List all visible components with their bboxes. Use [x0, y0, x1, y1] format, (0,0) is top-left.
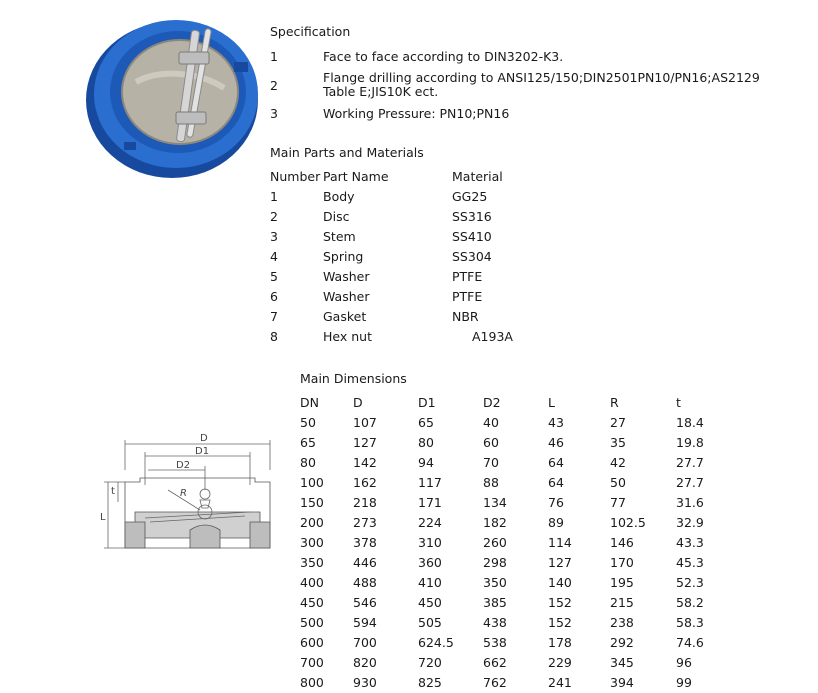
dim-cell: 80: [300, 455, 316, 470]
dim-cell: 127: [353, 435, 377, 450]
parts-heading: Main Parts and Materials: [270, 145, 424, 160]
dim-label-d: D: [200, 433, 208, 444]
part-name: Disc: [323, 209, 350, 224]
dim-cell: 300: [300, 535, 324, 550]
dim-cell: 350: [483, 575, 507, 590]
part-material: A193A: [472, 329, 513, 344]
parts-col-number: Number: [270, 169, 321, 184]
dim-cell: 700: [300, 655, 324, 670]
dim-cell: 35: [610, 435, 626, 450]
dim-cell: 930: [353, 675, 377, 690]
part-number: 6: [270, 289, 278, 304]
dim-cell: 546: [353, 595, 377, 610]
dim-col-header: R: [610, 395, 619, 410]
dim-label-l: L: [100, 512, 106, 523]
dim-cell: 77: [610, 495, 626, 510]
valve-cross-section-drawing: [100, 430, 290, 560]
dim-cell: 27: [610, 415, 626, 430]
dim-cell: 142: [353, 455, 377, 470]
part-material: PTFE: [452, 289, 483, 304]
dim-cell: 345: [610, 655, 634, 670]
dim-cell: 150: [300, 495, 324, 510]
part-material: GG25: [452, 189, 488, 204]
spec-item-text: Face to face according to DIN3202-K3.: [323, 49, 564, 64]
part-name: Stem: [323, 229, 356, 244]
dim-cell: 594: [353, 615, 377, 630]
parts-col-part-name: Part Name: [323, 169, 389, 184]
dim-cell: 538: [483, 635, 507, 650]
parts-col-material: Material: [452, 169, 503, 184]
dim-cell: 385: [483, 595, 507, 610]
dim-cell: 800: [300, 675, 324, 690]
part-name: Gasket: [323, 309, 367, 324]
dim-cell: 32.9: [676, 515, 704, 530]
part-name: Body: [323, 189, 355, 204]
dim-cell: 218: [353, 495, 377, 510]
part-number: 1: [270, 189, 278, 204]
spec-item-text: Table E;JIS10K ect.: [323, 84, 439, 99]
dim-cell: 292: [610, 635, 634, 650]
dim-cell: 260: [483, 535, 507, 550]
dim-cell: 127: [548, 555, 572, 570]
dim-cell: 241: [548, 675, 572, 690]
dim-cell: 114: [548, 535, 572, 550]
dim-cell: 52.3: [676, 575, 704, 590]
dim-cell: 100: [300, 475, 324, 490]
part-material: NBR: [452, 309, 479, 324]
dim-cell: 31.6: [676, 495, 704, 510]
specification-heading: Specification: [270, 24, 351, 39]
dim-cell: 446: [353, 555, 377, 570]
spec-item-number: 2: [270, 78, 278, 93]
dim-cell: 27.7: [676, 475, 704, 490]
dim-cell: 438: [483, 615, 507, 630]
part-number: 3: [270, 229, 278, 244]
part-name: Hex nut: [323, 329, 372, 344]
dim-cell: 378: [353, 535, 377, 550]
part-number: 5: [270, 269, 278, 284]
dim-cell: 43: [548, 415, 564, 430]
dim-cell: 238: [610, 615, 634, 630]
dim-cell: 171: [418, 495, 442, 510]
part-material: SS410: [452, 229, 492, 244]
dim-cell: 450: [300, 595, 324, 610]
part-number: 8: [270, 329, 278, 344]
dim-cell: 45.3: [676, 555, 704, 570]
dim-cell: 624.5: [418, 635, 454, 650]
dim-cell: 394: [610, 675, 634, 690]
dim-cell: 40: [483, 415, 499, 430]
dim-cell: 229: [548, 655, 572, 670]
dim-cell: 200: [300, 515, 324, 530]
dim-cell: 825: [418, 675, 442, 690]
dim-cell: 134: [483, 495, 507, 510]
dimensions-heading: Main Dimensions: [300, 371, 407, 386]
dim-cell: 182: [483, 515, 507, 530]
dim-cell: 99: [676, 675, 692, 690]
part-material: PTFE: [452, 269, 483, 284]
dim-cell: 360: [418, 555, 442, 570]
dim-cell: 298: [483, 555, 507, 570]
dim-cell: 46: [548, 435, 564, 450]
part-material: SS316: [452, 209, 492, 224]
part-material: SS304: [452, 249, 492, 264]
dim-cell: 273: [353, 515, 377, 530]
dim-label-d2: D2: [176, 460, 191, 471]
dim-col-header: L: [548, 395, 555, 410]
part-name: Washer: [323, 289, 370, 304]
dim-cell: 50: [610, 475, 626, 490]
part-number: 2: [270, 209, 278, 224]
dim-cell: 700: [353, 635, 377, 650]
dim-cell: 146: [610, 535, 634, 550]
dim-col-header: t: [676, 395, 681, 410]
dim-cell: 505: [418, 615, 442, 630]
dim-cell: 195: [610, 575, 634, 590]
dim-cell: 450: [418, 595, 442, 610]
dim-cell: 96: [676, 655, 692, 670]
dim-cell: 170: [610, 555, 634, 570]
spec-item-text: Working Pressure: PN10;PN16: [323, 106, 510, 121]
dim-cell: 500: [300, 615, 324, 630]
dim-cell: 107: [353, 415, 377, 430]
dim-cell: 64: [548, 475, 564, 490]
dim-cell: 720: [418, 655, 442, 670]
dim-cell: 65: [300, 435, 316, 450]
dim-cell: 140: [548, 575, 572, 590]
dim-cell: 600: [300, 635, 324, 650]
dim-cell: 70: [483, 455, 499, 470]
dim-cell: 350: [300, 555, 324, 570]
spec-item-number: 1: [270, 49, 278, 64]
dim-cell: 18.4: [676, 415, 704, 430]
dim-cell: 410: [418, 575, 442, 590]
dim-cell: 19.8: [676, 435, 704, 450]
dim-cell: 64: [548, 455, 564, 470]
dim-col-header: DN: [300, 395, 319, 410]
dim-cell: 117: [418, 475, 442, 490]
dim-label-r: R: [180, 488, 187, 499]
valve-photo: [84, 12, 266, 180]
dim-cell: 76: [548, 495, 564, 510]
dim-cell: 50: [300, 415, 316, 430]
part-name: Spring: [323, 249, 364, 264]
dim-cell: 224: [418, 515, 442, 530]
dim-cell: 820: [353, 655, 377, 670]
part-name: Washer: [323, 269, 370, 284]
dim-label-t: t: [111, 486, 115, 497]
dim-cell: 488: [353, 575, 377, 590]
spec-item-text: Flange drilling according to ANSI125/150;DIN2501PN10/PN16;AS2129: [323, 70, 760, 85]
dim-cell: 58.2: [676, 595, 704, 610]
dim-cell: 65: [418, 415, 434, 430]
dim-cell: 400: [300, 575, 324, 590]
dim-cell: 178: [548, 635, 572, 650]
dim-cell: 42: [610, 455, 626, 470]
dim-col-header: D: [353, 395, 363, 410]
dim-cell: 94: [418, 455, 434, 470]
dim-cell: 74.6: [676, 635, 704, 650]
dim-cell: 88: [483, 475, 499, 490]
dim-cell: 310: [418, 535, 442, 550]
dim-cell: 215: [610, 595, 634, 610]
dim-label-d1: D1: [195, 446, 210, 457]
dim-cell: 102.5: [610, 515, 646, 530]
dim-cell: 27.7: [676, 455, 704, 470]
spec-item-number: 3: [270, 106, 278, 121]
dim-col-header: D2: [483, 395, 501, 410]
dim-cell: 152: [548, 615, 572, 630]
dim-cell: 762: [483, 675, 507, 690]
dim-cell: 58.3: [676, 615, 704, 630]
dim-cell: 80: [418, 435, 434, 450]
dim-cell: 60: [483, 435, 499, 450]
dim-cell: 162: [353, 475, 377, 490]
part-number: 7: [270, 309, 278, 324]
dim-col-header: D1: [418, 395, 436, 410]
part-number: 4: [270, 249, 278, 264]
dim-cell: 152: [548, 595, 572, 610]
dim-cell: 43.3: [676, 535, 704, 550]
dim-cell: 89: [548, 515, 564, 530]
dim-cell: 662: [483, 655, 507, 670]
